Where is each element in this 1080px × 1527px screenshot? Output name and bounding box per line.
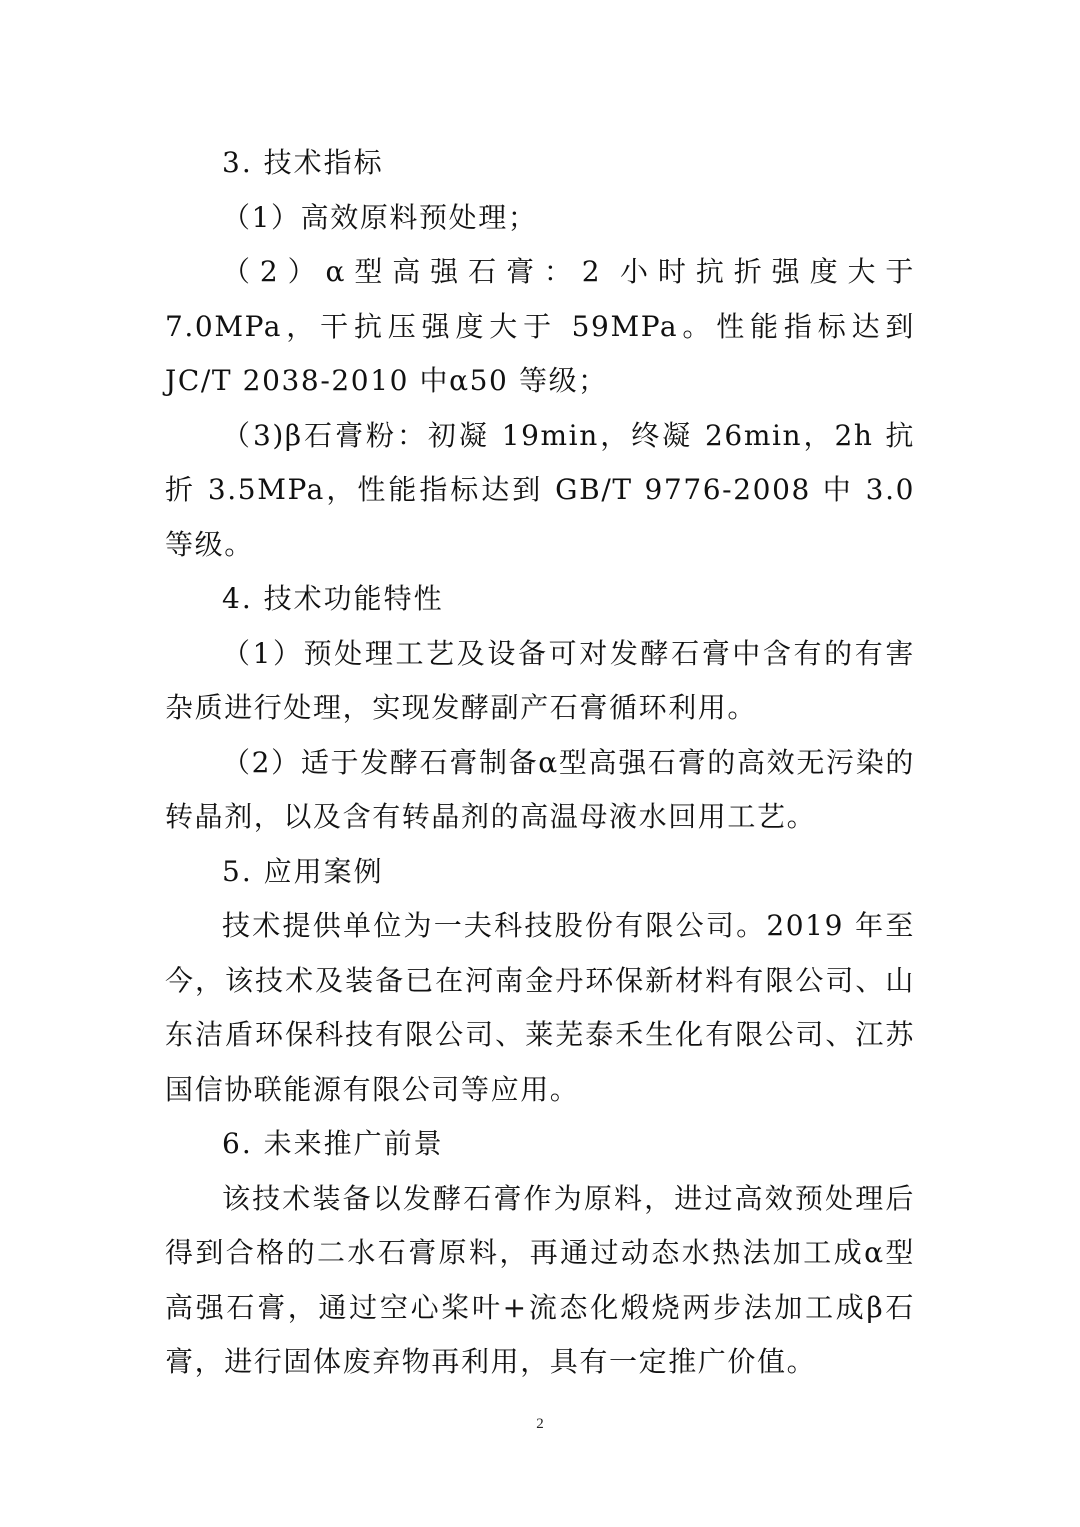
indicator-item-1: （1）高效原料预处理； [222, 200, 538, 234]
application-cases-paragraph: 技术提供单位为一夫科技股份有限公司。2019 年至今，该技术及装备已在河南金丹环保新材料有限公司、山东洁盾环保科技有限公司、莱芜泰禾生化有限公司、江苏国信协联能源有限公司等应用。 [165, 909, 915, 1106]
section-heading-future-prospects: 6. 未来推广前景 [222, 1127, 444, 1160]
indicator-item-3: （3)β石膏粉：初凝 19min，终凝 26min，2h 抗折 3.5MPa，性能指标达到 GB/T 9776-2008 中 3.0 等级。 [165, 418, 915, 561]
document-body [165, 136, 915, 1390]
feature-item-2: （2）适于发酵石膏制备α型高强石膏的高效无污染的转晶剂，以及含有转晶剂的高温母液水回用工艺。 [165, 745, 915, 833]
feature-item-1: （1）预处理工艺及设备可对发酵石膏中含有的有害杂质进行处理，实现发酵副产石膏循环利用。 [165, 636, 915, 724]
future-prospects-paragraph: 该技术装备以发酵石膏作为原料，进过高效预处理后得到合格的二水石膏原料，再通过动态水热法加工成α型高强石膏，通过空心桨叶+流态化煅烧两步法加工成β石膏，进行固体废弃物再利用，具有一定推广价值。 [165, 1181, 915, 1378]
section-heading-application-cases: 5. 应用案例 [222, 854, 384, 888]
section-heading-functional-features: 4. 技术功能特性 [222, 582, 444, 615]
indicator-item-2: （2）α型高强石膏：2 小时抗折强度大于 7.0MPa，干抗压强度大于 59MPa。性能指标达到 JC/T 2038-2010 中α50 等级； [165, 255, 915, 397]
page-number: 2 [536, 1416, 544, 1432]
section-heading-technical-indicators: 3. 技术指标 [222, 146, 384, 179]
